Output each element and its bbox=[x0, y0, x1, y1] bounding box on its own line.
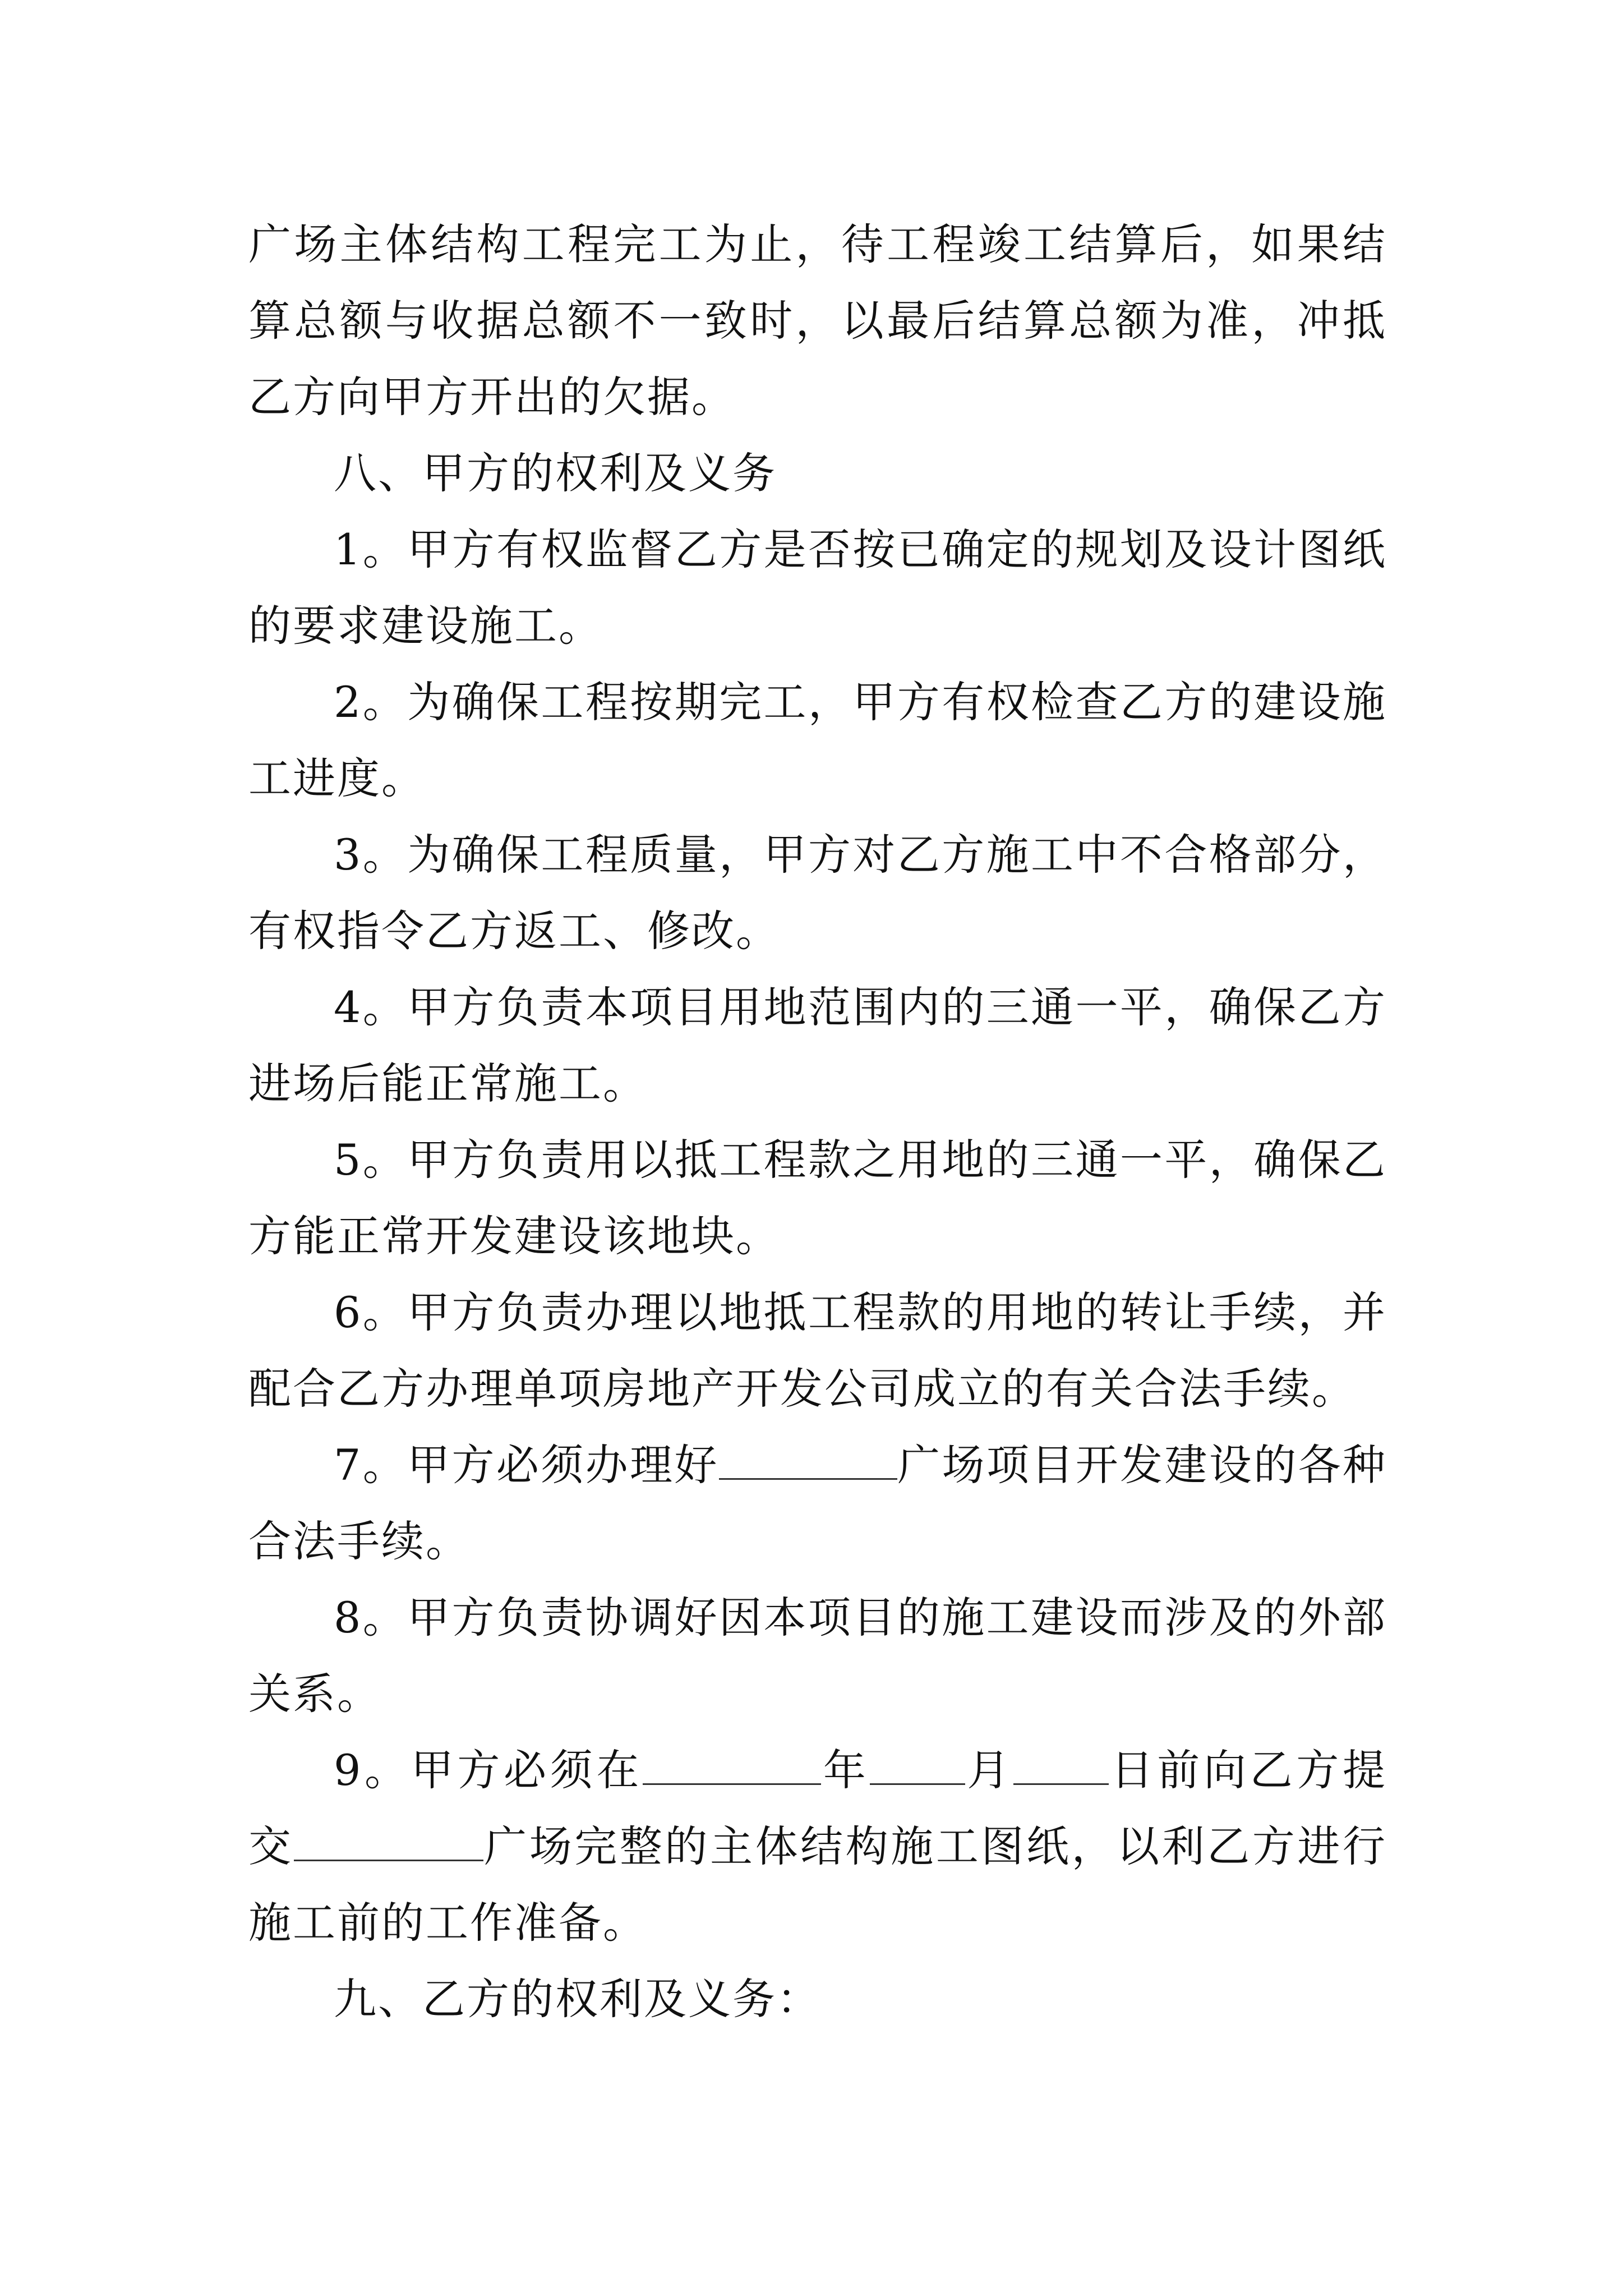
clause-8-9-text-end: 广场完整的主体结构施工图纸，以利乙方进行施工前的工作准备。 bbox=[248, 1821, 1387, 1948]
clause-8-7-text-end: 广场项目开发建设的各种合法手续。 bbox=[248, 1440, 1387, 1566]
clause-8-7-text-start: 7。甲方必须办理好 bbox=[334, 1440, 719, 1490]
clause-8-8: 8。甲方负责协调好因本项目的施工建设而涉及的外部关系。 bbox=[248, 1593, 1387, 1719]
clause-8-6: 6。甲方负责办理以地抵工程款的用地的转让手续，并配合乙方办理单项房地产开发公司成立的有关合法手续。 bbox=[248, 1287, 1387, 1414]
fill-blank-square-name bbox=[294, 1815, 483, 1861]
clause-8-4: 4。甲方负责本项目用地范围内的三通一平，确保乙方进场后能正常施工。 bbox=[248, 982, 1387, 1108]
paragraph-settlement: 广场主体结构工程完工为止，待工程竣工结算后，如果结算总额与收据总额不一致时，以最后结算总额为准，冲抵乙方向甲方开出的欠据。 bbox=[248, 219, 1387, 422]
clause-8-9-text-mid: 日前向乙方提交 bbox=[248, 1745, 1387, 1871]
clause-8-1: 1。甲方有权监督乙方是否按已确定的规划及设计图纸的要求建设施工。 bbox=[248, 524, 1387, 651]
clause-8-3: 3。为确保工程质量，甲方对乙方施工中不合格部分，有权指令乙方返工、修改。 bbox=[248, 830, 1387, 956]
clause-8-9-year-label: 年 bbox=[821, 1745, 870, 1795]
clause-8-9 bbox=[248, 1732, 1387, 1961]
fill-blank-year bbox=[643, 1738, 821, 1785]
fill-blank-day bbox=[1013, 1738, 1109, 1785]
document-body bbox=[248, 206, 1387, 2037]
section-heading-8: 八、甲方的权利及义务 bbox=[334, 448, 777, 498]
section-heading-9: 九、乙方的权利及义务： bbox=[334, 1974, 821, 2024]
clause-8-7 bbox=[248, 1427, 1387, 1580]
fill-blank-project-name bbox=[719, 1433, 897, 1480]
clause-8-5: 5。甲方负责用以抵工程款之用地的三通一平，确保乙方能正常开发建设该地块。 bbox=[248, 1135, 1387, 1261]
clause-8-9-text-start: 9。甲方必须在 bbox=[334, 1745, 643, 1795]
clause-8-9-month-label: 月 bbox=[965, 1745, 1013, 1795]
clause-8-2: 2。为确保工程按期完工，甲方有权检查乙方的建设施工进度。 bbox=[248, 677, 1387, 803]
fill-blank-month bbox=[870, 1738, 965, 1785]
